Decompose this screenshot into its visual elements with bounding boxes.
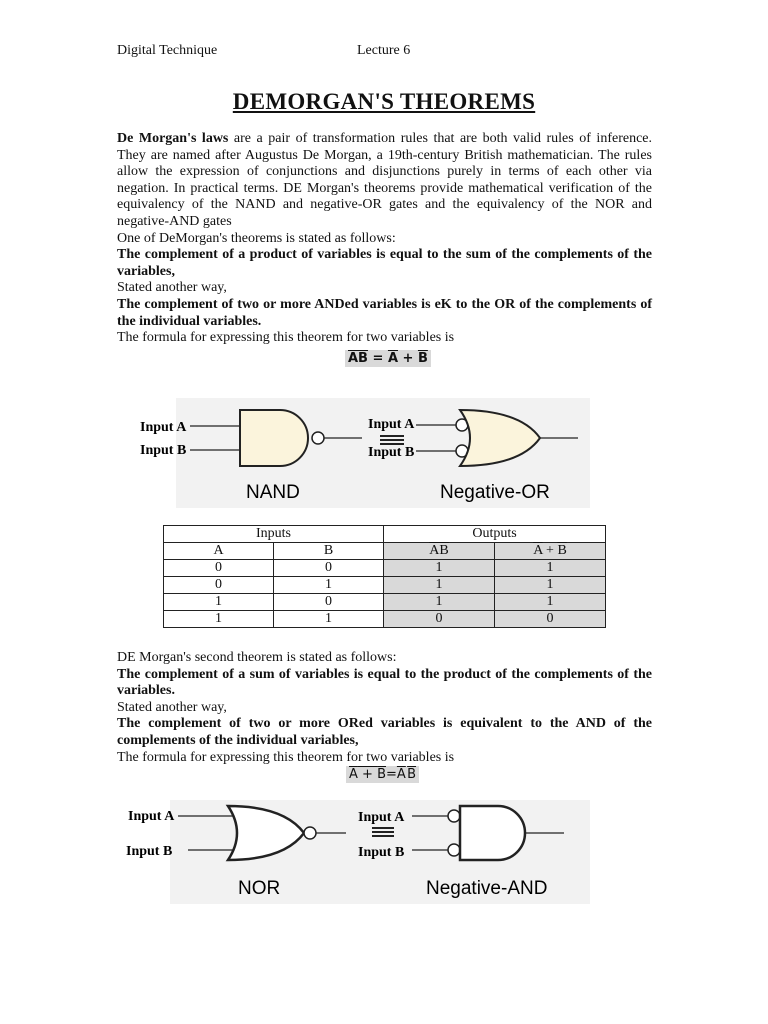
theorem2-lead: DE Morgan's second theorem is stated as follows: — [117, 650, 397, 665]
negor-input-a-label: Input A — [368, 417, 415, 432]
section-first-theorem — [117, 131, 652, 347]
negand-bubble-a-icon — [448, 810, 460, 822]
formula-nand — [345, 350, 431, 367]
col-ab-header: $\overline{AB}$ — [384, 543, 495, 560]
formula1-a: $\overline{A}$ — [387, 351, 398, 366]
table-column-header — [164, 543, 606, 560]
nand-bubble-icon — [312, 432, 324, 444]
nand-gate-icon — [240, 410, 308, 466]
col-sum-header: $\overline{A} + \overline{B}$ — [495, 543, 606, 560]
nor-gate-label: NOR — [238, 878, 281, 899]
theorem1-statement: The complement of a product of variables is equal to the sum of the complements of the variables, — [117, 247, 652, 279]
nand-input-b-label: Input B — [140, 443, 187, 458]
inputs-header: Inputs — [164, 526, 384, 543]
theorem2-another-way: Stated another way, — [117, 699, 227, 715]
table-row: 0 1 1 1 — [164, 577, 606, 594]
col-b-header: B — [274, 543, 384, 560]
table-group-header — [164, 526, 606, 543]
intro-text: are a pair of transformation rules that are both valid rules of inference. They are named after Augustus De Morgan, a 19th-century British mathematician. The rules allow the expression of conjunctions and disjunctions purely in terms of each other via negation. In practical terms. DE Morgan's theorems provide mathematical verification of the equivalency of the NAND and negative-OR gates and the equivalency of the NOR and negative-AND gates — [117, 131, 653, 229]
header-lecture: Lecture 6 — [357, 43, 411, 58]
nand-gate-label: NAND — [246, 482, 300, 503]
theorem1-another-way: Stated another way, — [117, 280, 227, 296]
nand-negative-or-diagram — [130, 398, 600, 510]
nor-input-a-label: Input A — [128, 809, 175, 824]
negand-bubble-b-icon — [448, 844, 460, 856]
theorem1-formula-intro: The formula for expressing this theorem for two variables is — [117, 330, 455, 346]
negand-input-b-label: Input B — [358, 845, 405, 860]
negative-or-label: Negative-OR — [440, 482, 550, 503]
theorem2-statement: The complement of a sum of variables is equal to the product of the complements of the variables. — [117, 666, 652, 699]
formula1-lhs: $\overline{AB}$ — [348, 351, 368, 366]
negand-input-a-label: Input A — [358, 810, 405, 825]
table-row: 1 0 1 1 — [164, 594, 606, 611]
formula1-b: $\overline{B}$ — [417, 351, 428, 366]
table-row: 1 1 0 0 — [164, 611, 606, 628]
outputs-header: Outputs — [384, 526, 606, 543]
intro-bold-term: De Morgan's laws — [117, 131, 229, 146]
section-second-theorem — [117, 650, 652, 766]
theorem1-statement2: The complement of two or more ANDed variables is eK to the OR of the complements of the individual variables. — [117, 296, 652, 329]
negor-input-b-label: Input B — [368, 445, 415, 460]
truth-table — [163, 525, 606, 628]
intro-paragraph — [117, 131, 652, 231]
nor-input-b-label: Input B — [126, 844, 173, 859]
nor-negative-and-diagram — [120, 800, 600, 904]
formula1-eq: = — [367, 351, 388, 366]
header-course: Digital Technique — [117, 43, 218, 58]
table-row: 0 0 1 1 — [164, 560, 606, 577]
col-a-header: A — [164, 543, 274, 560]
nor-bubble-icon — [304, 827, 316, 839]
nand-input-a-label: Input A — [140, 420, 187, 435]
negative-and-label: Negative-AND — [426, 878, 548, 899]
theorem2-statement2: The complement of two or more ORed variables is equivalent to the AND of the complements of the individual variables, — [117, 716, 652, 748]
theorem1-lead: One of DeMorgan's theorems is stated as follows: — [117, 230, 396, 246]
and-gate-icon — [460, 806, 525, 860]
formula1-plus: + — [398, 351, 418, 366]
page-title: DEMORGAN'S THEOREMS — [232, 89, 536, 114]
theorem2-formula-intro: The formula for expressing this theorem for two variables is — [117, 749, 455, 765]
formula-nor: $A + B=\overline{A}$ $\overline{B}$ — [346, 766, 419, 783]
